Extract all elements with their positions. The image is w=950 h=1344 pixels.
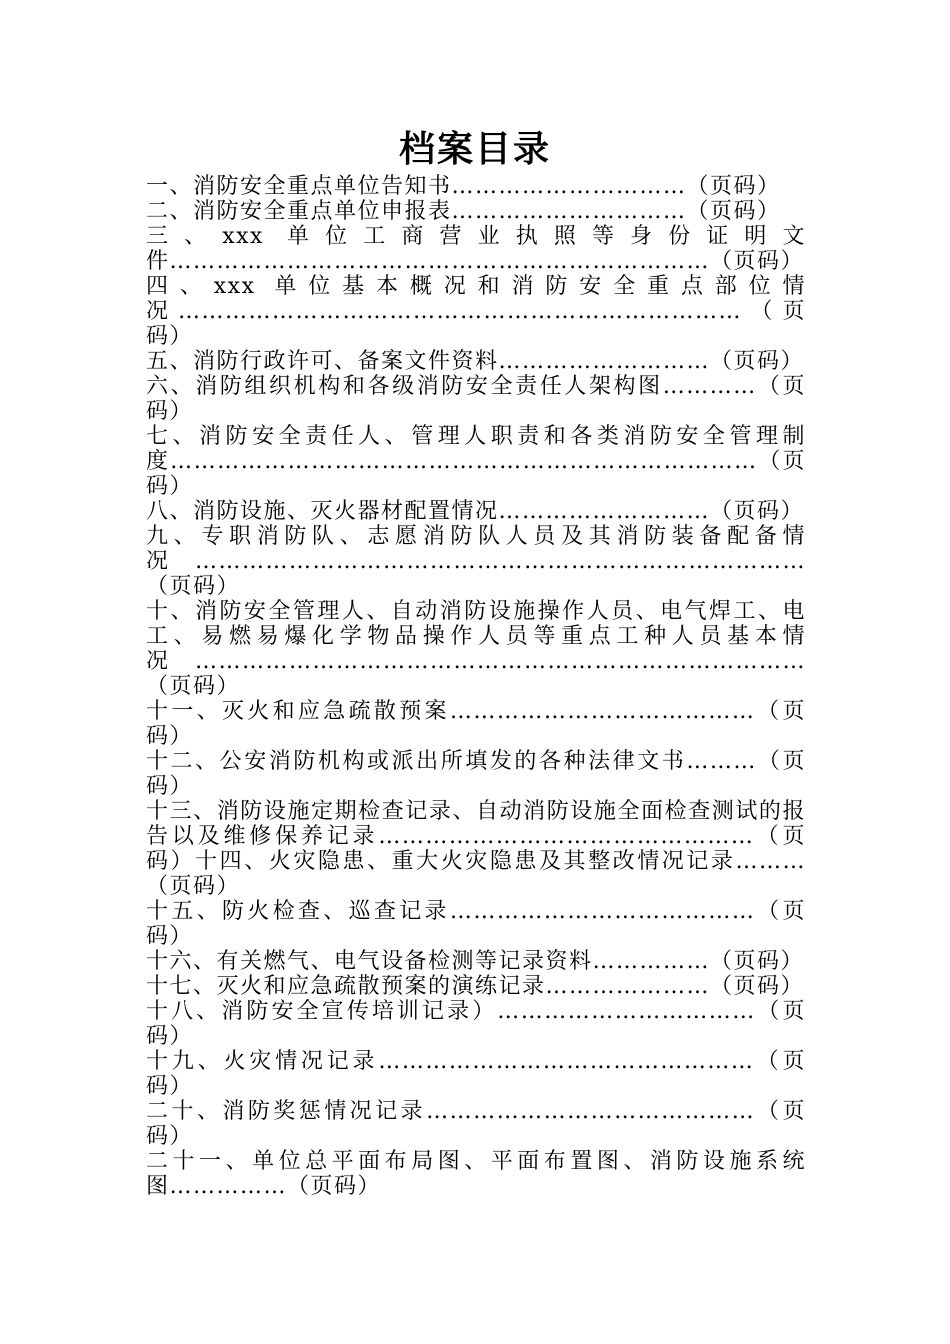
toc-entry: 十五、防火检查、巡查记录…………………………………（页码） bbox=[146, 899, 806, 949]
toc-entry: 七、消防安全责任人、管理人职责和各类消防安全管理制度…………………………………………………………………（页码） bbox=[146, 424, 806, 499]
toc-entry: 二、消防安全重点单位申报表…………………………（页码） bbox=[146, 199, 781, 224]
toc-entry: 十三、消防设施定期检查记录、自动消防设施全面检查测试的报告以及维修保养记录…………………………………………（页码）十四、火灾隐患、重大火灾隐患及其整改情况记录………（页码） bbox=[146, 799, 806, 899]
document-title: 档案目录 bbox=[398, 129, 551, 170]
toc-list bbox=[146, 174, 806, 1199]
toc-entry: 九、专职消防队、志愿消防队人员及其消防装备配备情况……………………………………………………………………（页码） bbox=[146, 524, 806, 599]
toc-entry: 十九、火灾情况记录…………………………………………（页码） bbox=[146, 1049, 806, 1099]
toc-entry: 十六、有关燃气、电气设备检测等记录资料……………（页码） bbox=[146, 949, 805, 974]
toc-entry: 二十、消防奖惩情况记录……………………………………（页码） bbox=[146, 1099, 806, 1149]
toc-entry: 十一、灭火和应急疏散预案…………………………………（页码） bbox=[146, 699, 806, 749]
toc-entry: 十、消防安全管理人、自动消防设施操作人员、电气焊工、电工、易燃易爆化学物品操作人员等重点工种人员基本情况……………………………………………………………………（页码） bbox=[146, 599, 806, 699]
toc-entry: 二十一、单位总平面布局图、平面布置图、消防设施系统图……………（页码） bbox=[146, 1149, 806, 1199]
toc-entry: 五、消防行政许可、备案文件资料………………………（页码） bbox=[146, 349, 805, 374]
toc-entry: 十二、公安消防机构或派出所填发的各种法律文书………（页码） bbox=[146, 749, 806, 799]
toc-entry: 三、xxx 单位工商营业执照等身份证明文件……………………………………………………………（页码） bbox=[146, 224, 806, 274]
toc-entry: 四、xxx 单位基本概况和消防安全重点部位情况………………………………………………………………（页码） bbox=[146, 274, 806, 349]
toc-entry: 八、消防设施、灭火器材配置情况………………………（页码） bbox=[146, 499, 805, 524]
toc-entry: 十七、灭火和应急疏散预案的演练记录…………………（页码） bbox=[146, 974, 805, 999]
toc-entry: 一、消防安全重点单位告知书…………………………（页码） bbox=[146, 174, 781, 199]
toc-entry: 十八、消防安全宣传培训记录）……………………………（页码） bbox=[146, 999, 806, 1049]
toc-entry: 六、消防组织机构和各级消防安全责任人架构图…………（页码） bbox=[146, 374, 806, 424]
